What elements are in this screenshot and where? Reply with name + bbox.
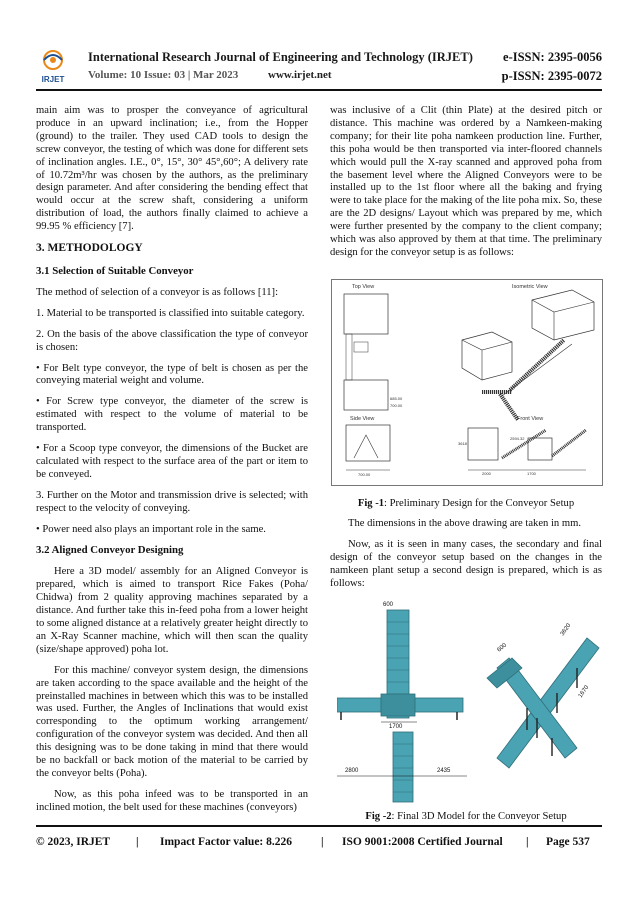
paragraph-power: • Power need also plays an important role in the same. bbox=[36, 523, 266, 535]
figure-2-label: Fig -2 bbox=[365, 811, 392, 822]
figure-2-caption bbox=[330, 811, 602, 822]
dim-e: 1700 bbox=[527, 471, 536, 476]
paragraph-step3: 3. Further on the Motor and transmission drive is selected; with respect to the velocity of conveying. bbox=[36, 489, 308, 514]
fig2-dim-1700: 1700 bbox=[389, 724, 403, 730]
dim-g: 2594.32 bbox=[510, 436, 525, 441]
p-issn: p-ISSN: 2395-0072 bbox=[501, 69, 602, 83]
paragraph-screw: • For Screw type conveyor, the diameter of the screw is estimated with respect to the volume of material to be transported. bbox=[36, 396, 308, 434]
top-view-label: Top View bbox=[352, 284, 375, 290]
fig2-dim-2800: 2800 bbox=[345, 768, 359, 774]
heading-aligned: 3.2 Aligned Conveyor Designing bbox=[36, 544, 184, 557]
right-column-lower bbox=[330, 518, 602, 599]
footer-separator-3: | bbox=[526, 836, 529, 848]
paragraph-belt: • For Belt type conveyor, the type of belt is chosen as per the conveying material weight and volume. bbox=[36, 362, 308, 387]
side-view-label: Side View bbox=[350, 416, 375, 422]
page-header bbox=[36, 50, 602, 86]
volume-issue: Volume: 10 Issue: 03 | Mar 2023 bbox=[88, 69, 239, 81]
left-column bbox=[36, 105, 308, 823]
heading-methodology: 3. METHODOLOGY bbox=[36, 242, 143, 255]
irjet-logo bbox=[36, 48, 70, 86]
paragraph-intro: main aim was to prosper the conveyance of agricultural produce in an upward inclination; i.e., from the Hopper (ground) to the trailer. They used CAD tools to design the screw conveyor, the testing of which was done for different sets of inclination angles. I.E., 0°, 15°, 30° 45°,60°; A delivery rate of 10.72m³/hr was chosen by the authors, as the preliminary design parameter. And after considering the bending effect that would occur at the screw shaft, considering a uniform distribution of load, the authors finally claimed to achieve a 99.95 % efficiency [7]. bbox=[36, 105, 308, 233]
paragraph-scoop: • For a Scoop type conveyor, the dimensions of the Bucket are calculated with respect to the surface area of the part or item to be conveyed. bbox=[36, 443, 308, 480]
fig2-dim-2435: 2435 bbox=[437, 768, 451, 774]
figure-1-caption bbox=[330, 498, 602, 509]
paragraph-method: The method of selection of a conveyor is as follows [11]: bbox=[36, 286, 279, 298]
footer-divider bbox=[36, 825, 602, 827]
dim-a: 685.00 bbox=[390, 396, 403, 401]
figure-1-caption-text: : Preliminary Design for the Conveyor Setup bbox=[384, 498, 575, 509]
e-issn: e-ISSN: 2395-0056 bbox=[503, 50, 602, 64]
footer-iso: ISO 9001:2008 Certified Journal bbox=[342, 836, 503, 848]
fig2-dim-1670: 1670 bbox=[577, 684, 591, 700]
logo-text: IRJET bbox=[41, 75, 65, 84]
figure-1-label: Fig -1 bbox=[357, 498, 385, 509]
heading-selection: 3.1 Selection of Suitable Conveyor bbox=[36, 264, 194, 277]
footer-copyright: © 2023, IRJET bbox=[36, 836, 111, 848]
fig2-dim-600-b: 600 bbox=[496, 642, 508, 654]
footer-separator-2: | bbox=[321, 836, 324, 848]
fig2-dim-600-a: 600 bbox=[383, 602, 394, 608]
journal-title: International Research Journal of Engineering and Technology (IRJET) bbox=[88, 50, 473, 64]
dim-d: 2000 bbox=[482, 471, 491, 476]
page-footer bbox=[36, 836, 602, 854]
dim-c: 700.00 bbox=[358, 472, 371, 477]
isometric-view-label: Isometric View bbox=[512, 284, 548, 290]
paragraph-secondary: Now, as it is seen in many cases, the secondary and final design of the conveyor setup based on the changes in the namkeen plant setup a second design is prepared, which is as follows: bbox=[330, 538, 602, 589]
paragraph-clit: was inclusive of a Clit (thin Plate) at the desired pitch or distance. This machine was ordered by a Namkeen-making company; for their lite poha namkeen production line. Further, this poha would be then transported via inter-floored channels which would pull the X-ray scanned and approved poha from the basement level where the Aligned Conveyors were to be installed up to the 1st floor where all the baking and frying were to take place for the making of the lite poha mix. So, these are the 2D designs/ Layout which was prepared by me, which were further presented by the company to the client company; which was also approved by them at that time. The preliminary design for the conveyor setup is as follows: bbox=[330, 105, 602, 258]
paragraph-dimensions: The dimensions in the above drawing are taken in mm. bbox=[348, 518, 582, 529]
figure-2-model bbox=[337, 598, 601, 806]
website-link[interactable]: www.irjet.net bbox=[268, 69, 332, 81]
dim-f: 3618 bbox=[458, 441, 467, 446]
paragraph-aligned1: Here a 3D model/ assembly for an Aligned Conveyor is prepared, which is aimed to transport Rice Fakes (Poha/ Chidwa) from 2 quality approving machines separated by a distance. And further take this in-feed poha from a lower height to some aligned distance at a relatively greater height directly to an X-Ray Scanner machine, which will then scan the quality (size/shape approved) poha lot. bbox=[36, 566, 308, 655]
fig2-dim-3620: 3620 bbox=[559, 622, 573, 638]
paragraph-aligned2: For this machine/ conveyor system design, the dimensions are taken according to the space available and the height of the preinstalled machines in between which this was to be installed was used. Further, the Angles of Inclinations that would exist corresponding to the optimum working arrangement/ configuration of the conveyor system was decided. And then all this designing was to be done taking in mind that there would be no backfall or back motion of the material to be carried by the conveyor belts (Poha). bbox=[36, 664, 308, 779]
paragraph-aligned3: Now, as this poha infeed was to be transported in an inclined motion, the belt used for these machines (conveyors) bbox=[36, 788, 308, 813]
front-view-label: Front View bbox=[517, 416, 544, 422]
figure-1-drawing bbox=[331, 279, 603, 486]
header-divider bbox=[36, 89, 602, 91]
paragraph-step1: 1. Material to be transported is classified into suitable category. bbox=[36, 307, 305, 319]
footer-impact-factor: Impact Factor value: 8.226 bbox=[160, 836, 293, 848]
right-column bbox=[330, 105, 602, 268]
paragraph-step2: 2. On the basis of the above classification the type of conveyor is chosen: bbox=[36, 328, 308, 353]
footer-page-number: Page 537 bbox=[546, 836, 590, 848]
footer-separator-1: | bbox=[136, 836, 139, 848]
dim-b: 700.00 bbox=[390, 403, 403, 408]
figure-2-caption-text: : Final 3D Model for the Conveyor Setup bbox=[391, 811, 567, 822]
